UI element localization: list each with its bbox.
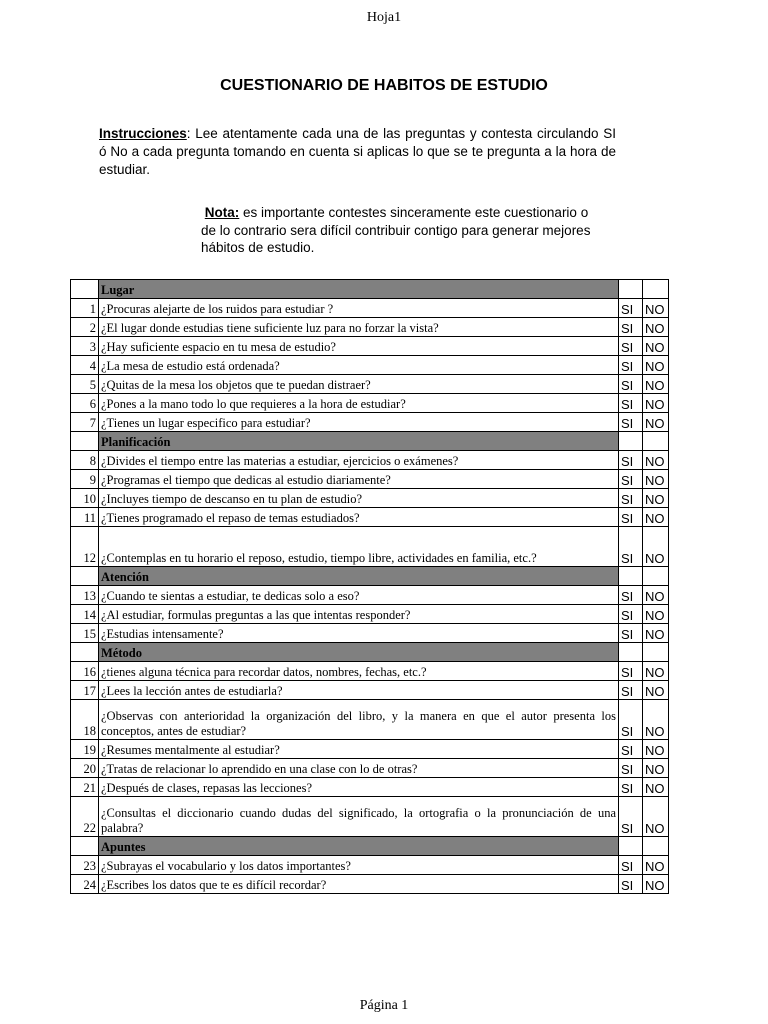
section-header-row [71,837,669,856]
question-text: ¿Contemplas en tu horario el reposo, estudio, tiempo libre, actividades en familia, etc.? [99,527,619,567]
question-text: ¿El lugar donde estudias tiene suficiente luz para no forzar la vista? [99,318,619,337]
question-number: 10 [71,489,99,508]
answer-no-option[interactable]: NO [643,489,669,508]
question-number: 17 [71,681,99,700]
question-number: 9 [71,470,99,489]
section-title: Apuntes [99,837,619,856]
answer-no-option[interactable]: NO [643,337,669,356]
question-number: 24 [71,875,99,894]
instructions-paragraph [99,125,616,179]
question-row [71,508,669,527]
section-num-cell [71,643,99,662]
question-number: 7 [71,413,99,432]
instructions-label: Instrucciones [99,126,187,141]
question-row [71,356,669,375]
question-number: 8 [71,451,99,470]
question-text: ¿Tienes un lugar especifico para estudiar? [99,413,619,432]
question-number: 20 [71,759,99,778]
answer-no-option[interactable]: NO [643,740,669,759]
answer-no-option[interactable]: NO [643,394,669,413]
answer-no-option[interactable]: NO [643,413,669,432]
question-row [71,662,669,681]
answer-si-option[interactable]: SI [619,299,643,318]
question-row [71,624,669,643]
answer-si-option[interactable]: SI [619,394,643,413]
answer-si-option[interactable]: SI [619,337,643,356]
section-num-cell [71,432,99,451]
answer-no-option[interactable]: NO [643,681,669,700]
question-text: ¿Procuras alejarte de los ruidos para estudiar ? [99,299,619,318]
question-text: ¿Escribes los datos que te es difícil recordar? [99,875,619,894]
question-number: 1 [71,299,99,318]
question-row [71,470,669,489]
section-no-cell [643,280,669,299]
page-title: CUESTIONARIO DE HABITOS DE ESTUDIO [220,77,548,94]
question-row [71,375,669,394]
answer-si-option[interactable]: SI [619,605,643,624]
answer-no-option[interactable]: NO [643,856,669,875]
section-si-cell [619,837,643,856]
question-text: ¿Quitas de la mesa los objetos que te puedan distraer? [99,375,619,394]
question-number: 13 [71,586,99,605]
answer-si-option[interactable]: SI [619,624,643,643]
answer-si-option[interactable]: SI [619,797,643,837]
question-text: ¿Hay suficiente espacio en tu mesa de estudio? [99,337,619,356]
question-number: 21 [71,778,99,797]
section-header-row [71,280,669,299]
answer-si-option[interactable]: SI [619,527,643,567]
question-text: ¿Resumes mentalmente al estudiar? [99,740,619,759]
question-number: 15 [71,624,99,643]
section-si-cell [619,280,643,299]
answer-no-option[interactable]: NO [643,759,669,778]
question-number: 3 [71,337,99,356]
answer-si-option[interactable]: SI [619,778,643,797]
question-text: ¿Pones a la mano todo lo que requieres a la hora de estudiar? [99,394,619,413]
answer-si-option[interactable]: SI [619,856,643,875]
question-text: ¿Después de clases, repasas las lecciones? [99,778,619,797]
note-text: es importante contestes sinceramente este cuestionario o de lo contrario sera difícil contribuir contigo para generar mejores hábitos de estudio. [201,205,591,255]
note-paragraph [201,204,601,257]
answer-no-option[interactable]: NO [643,797,669,837]
answer-no-option[interactable]: NO [643,778,669,797]
section-title: Lugar [99,280,619,299]
instructions-text: : Lee atentamente cada una de las preguntas y contesta circulando SI ó No a cada pregunta tomando en cuenta si aplicas lo que se te pregunta a la hora de estudiar. [99,126,616,177]
question-number: 4 [71,356,99,375]
question-number: 14 [71,605,99,624]
answer-si-option[interactable]: SI [619,375,643,394]
answer-si-option[interactable]: SI [619,586,643,605]
section-header-row [71,432,669,451]
section-no-cell [643,567,669,586]
question-number: 11 [71,508,99,527]
answer-si-option[interactable]: SI [619,451,643,470]
answer-si-option[interactable]: SI [619,681,643,700]
answer-no-option[interactable]: NO [643,299,669,318]
question-row [71,318,669,337]
question-row [71,337,669,356]
question-text: ¿tienes alguna técnica para recordar datos, nombres, fechas, etc.? [99,662,619,681]
question-text: ¿Tratas de relacionar lo aprendido en una clase con lo de otras? [99,759,619,778]
question-row [71,413,669,432]
question-row [71,740,669,759]
answer-no-option[interactable]: NO [643,605,669,624]
answer-no-option[interactable]: NO [643,318,669,337]
question-number: 18 [71,700,99,740]
question-row [71,451,669,470]
question-row [71,586,669,605]
question-text: ¿Subrayas el vocabulario y los datos importantes? [99,856,619,875]
section-title: Atención [99,567,619,586]
question-row [71,778,669,797]
question-number: 16 [71,662,99,681]
question-number: 19 [71,740,99,759]
question-row [71,394,669,413]
question-row [71,759,669,778]
answer-si-option[interactable]: SI [619,700,643,740]
question-number: 5 [71,375,99,394]
answer-no-option[interactable]: NO [643,451,669,470]
question-text: ¿Consultas el diccionario cuando dudas del significado, la ortografia o la pronunciación de una palabra? [99,797,619,837]
question-row [71,605,669,624]
question-row [71,299,669,318]
question-row [71,875,669,894]
question-text: ¿Lees la lección antes de estudiarla? [99,681,619,700]
question-row [71,700,669,740]
question-text: ¿Incluyes tiempo de descanso en tu plan de estudio? [99,489,619,508]
question-text: ¿Divides el tiempo entre las materias a estudiar, ejercicios o exámenes? [99,451,619,470]
section-num-cell [71,280,99,299]
answer-no-option[interactable]: NO [643,662,669,681]
question-text: ¿Cuando te sientas a estudiar, te dedicas solo a eso? [99,586,619,605]
question-number: 22 [71,797,99,837]
answer-si-option[interactable]: SI [619,662,643,681]
answer-no-option[interactable]: NO [643,527,669,567]
question-number: 6 [71,394,99,413]
answer-no-option[interactable]: NO [643,375,669,394]
question-text: ¿Al estudiar, formulas preguntas a las que intentas responder? [99,605,619,624]
question-text: ¿Tienes programado el repaso de temas estudiados? [99,508,619,527]
sheet-name: Hoja1 [366,10,402,25]
answer-no-option[interactable]: NO [643,875,669,894]
answer-no-option[interactable]: NO [643,700,669,740]
section-title: Planificación [99,432,619,451]
section-si-cell [619,432,643,451]
answer-si-option[interactable]: SI [619,489,643,508]
question-text: ¿Programas el tiempo que dedicas al estudio diariamente? [99,470,619,489]
question-number: 23 [71,856,99,875]
answer-si-option[interactable]: SI [619,413,643,432]
section-si-cell [619,643,643,662]
answer-si-option[interactable]: SI [619,508,643,527]
answer-si-option[interactable]: SI [619,356,643,375]
section-no-cell [643,432,669,451]
answer-si-option[interactable]: SI [619,759,643,778]
section-no-cell [643,643,669,662]
question-text: ¿Observas con anterioridad la organización del libro, y la manera en que el autor presenta los conceptos, antes de estudiar? [99,700,619,740]
section-num-cell [71,567,99,586]
questionnaire-table [70,279,669,894]
answer-si-option[interactable]: SI [619,875,643,894]
question-row [71,527,669,567]
question-row [71,681,669,700]
question-text: ¿La mesa de estudio está ordenada? [99,356,619,375]
question-row [71,797,669,837]
section-title: Método [99,643,619,662]
question-number: 12 [71,527,99,567]
answer-no-option[interactable]: NO [643,624,669,643]
answer-no-option[interactable]: NO [643,470,669,489]
question-text: ¿Estudias intensamente? [99,624,619,643]
section-num-cell [71,837,99,856]
answer-si-option[interactable]: SI [619,470,643,489]
answer-no-option[interactable]: NO [643,508,669,527]
answer-no-option[interactable]: NO [643,586,669,605]
page-footer: Página 1 [359,998,409,1013]
note-label: Nota: [204,205,240,220]
answer-si-option[interactable]: SI [619,318,643,337]
answer-si-option[interactable]: SI [619,740,643,759]
section-si-cell [619,567,643,586]
question-row [71,489,669,508]
section-no-cell [643,837,669,856]
question-number: 2 [71,318,99,337]
answer-no-option[interactable]: NO [643,356,669,375]
section-header-row [71,643,669,662]
section-header-row [71,567,669,586]
question-row [71,856,669,875]
